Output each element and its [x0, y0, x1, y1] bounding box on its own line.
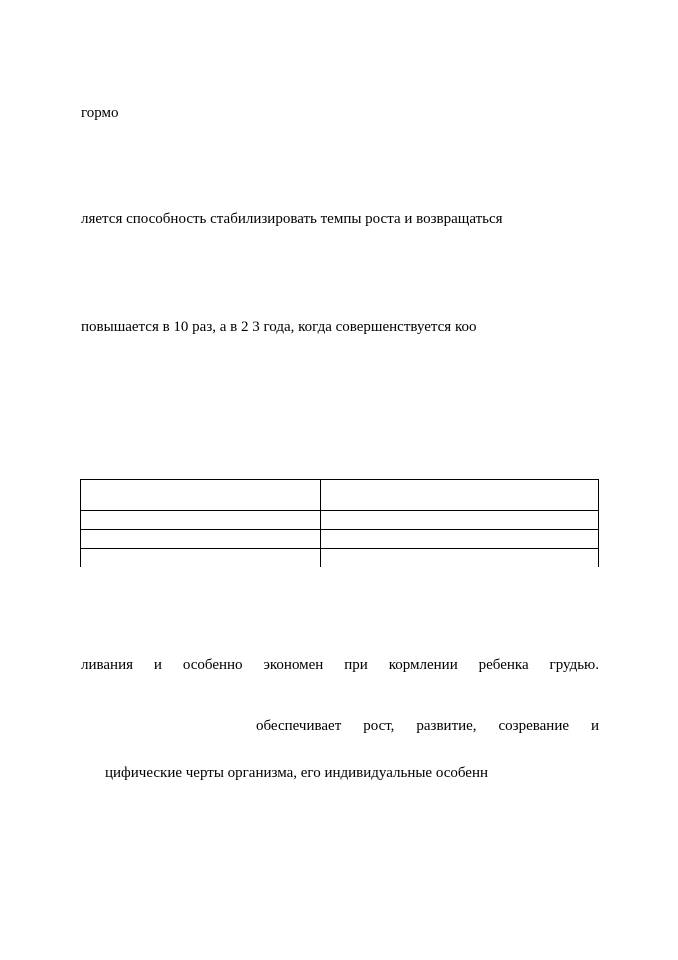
text-line: ливания и особенно экономен при кормлении ребенка грудью.: [81, 657, 599, 673]
table-cell: [321, 480, 599, 511]
text-line: гормо: [81, 105, 119, 121]
table-row: [81, 549, 599, 568]
table-cell: [81, 511, 321, 530]
table-cell: [321, 530, 599, 549]
text-line: ляется способность стабилизировать темпы роста и возвращаться: [81, 211, 503, 227]
table-cell: [321, 549, 599, 568]
table-row: [81, 480, 599, 511]
empty-table: [80, 479, 599, 567]
text-line: цифические черты организма, его индивидуальные особенн: [105, 765, 489, 781]
table-row: [81, 530, 599, 549]
text-line: обеспечивает рост, развитие, созревание и: [256, 718, 599, 734]
text-line: повышается в 10 раз, а в 2 3 года, когда совершенствуется коо: [81, 319, 477, 335]
table-cell: [81, 480, 321, 511]
table-cell: [81, 549, 321, 568]
table-row: [81, 511, 599, 530]
table-cell: [321, 511, 599, 530]
table-cell: [81, 530, 321, 549]
